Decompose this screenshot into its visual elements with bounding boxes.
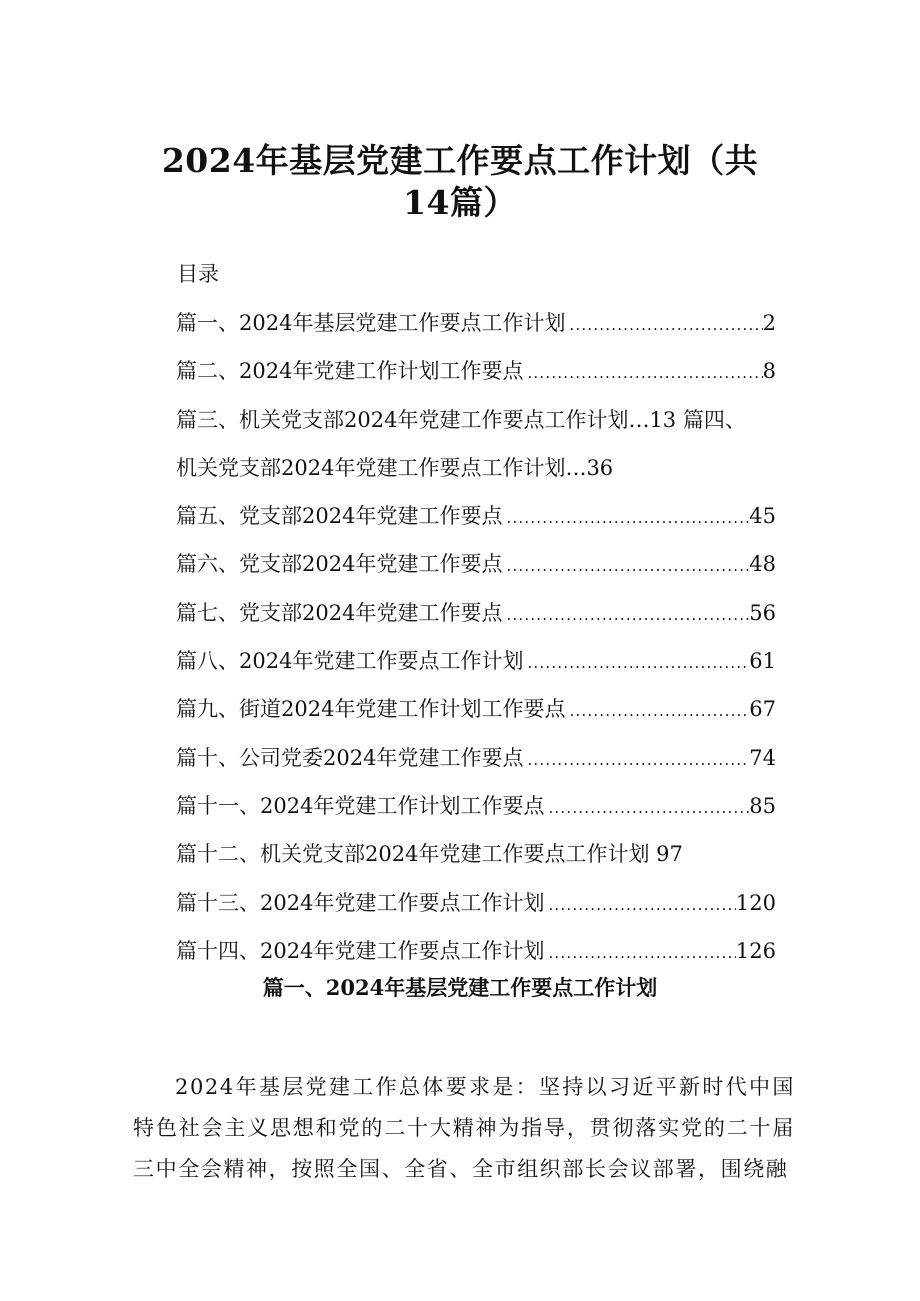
toc-entry-8[interactable] [176,643,776,691]
section-heading: 篇一、2024年基层党建工作要点工作计划 [262,975,658,1000]
toc-leader-dots [565,693,749,729]
toc-entry-13[interactable] [176,885,776,933]
toc-entry-6[interactable] [176,546,776,594]
toc-entry-9[interactable] [176,691,776,739]
toc-entry-12[interactable] [176,836,776,884]
toc-entry-3-4[interactable] [176,402,776,499]
toc-entry-label: 篇十、公司党委2024年党建工作要点 [176,745,524,770]
toc-entry-page: 85 [749,793,776,818]
toc-leader-dots [523,742,749,778]
toc-entry-line: 机关党支部2024年党建工作要点工作计划…36 [176,455,614,480]
toc-entry-11[interactable] [176,788,776,836]
toc-entry-5[interactable] [176,498,776,546]
toc-entry-label: 篇十四、2024年党建工作要点工作计划 [176,938,545,963]
toc-leader-dots [502,597,749,633]
toc-entry-page: 48 [749,552,776,577]
toc-leader-dots [544,935,735,971]
toc-entry-10[interactable] [176,740,776,788]
toc-entry-label: 篇二、2024年党建工作计划工作要点 [176,359,524,384]
toc-entry-label: 篇六、党支部2024年党建工作要点 [176,552,503,577]
toc-entry-page: 45 [749,504,776,529]
toc-entry-page: 56 [749,600,776,625]
toc-entry-label: 篇十三、2024年党建工作要点工作计划 [176,890,545,915]
toc-entry-page: 67 [749,697,776,722]
body-paragraph: 2024年基层党建工作总体要求是：坚持以习近平新时代中国特色社会主义思想和党的二十大精神为指导，贯彻落实党的二十届三中全会精神，按照全国、全省、全市组织部长会议部署，围绕融 [133,1075,795,1181]
toc-leader-dots [502,548,749,584]
toc-entry-text: 篇十二、机关党支部2024年党建工作要点工作计划 97 [176,842,683,867]
toc-leader-dots [502,500,749,536]
toc-entry-label: 篇一、2024年基层党建工作要点工作计划 [176,311,566,335]
toc-entry-page: 126 [735,938,776,963]
toc-leader-dots [565,307,762,343]
toc-leader-dots [523,645,749,681]
toc-entry-page: 8 [762,359,776,384]
toc-entry-label: 篇八、2024年党建工作要点工作计划 [176,649,524,674]
toc-heading: 目录 [177,262,219,286]
toc-entry-line: 篇三、机关党支部2024年党建工作要点工作计划…13 篇四、 [176,407,746,432]
table-of-contents [176,305,776,981]
toc-entry-page: 2 [762,311,776,335]
toc-entry-7[interactable] [176,595,776,643]
toc-entry-1[interactable] [176,305,776,353]
toc-entry-label: 篇七、党支部2024年党建工作要点 [176,600,503,625]
toc-entry-2[interactable] [176,353,776,401]
toc-leader-dots [523,355,762,391]
toc-entry-page: 61 [749,649,776,674]
toc-entry-label: 篇九、街道2024年党建工作计划工作要点 [176,697,566,722]
toc-entry-label: 篇五、党支部2024年党建工作要点 [176,504,503,529]
toc-entry-page: 74 [749,745,776,770]
toc-entry-page: 120 [735,890,776,915]
toc-entry-label: 篇十一、2024年党建工作计划工作要点 [176,793,545,818]
document-title: 2024年基层党建工作要点工作计划（共14篇） [161,141,759,222]
toc-leader-dots [544,887,735,923]
toc-leader-dots [544,790,749,826]
